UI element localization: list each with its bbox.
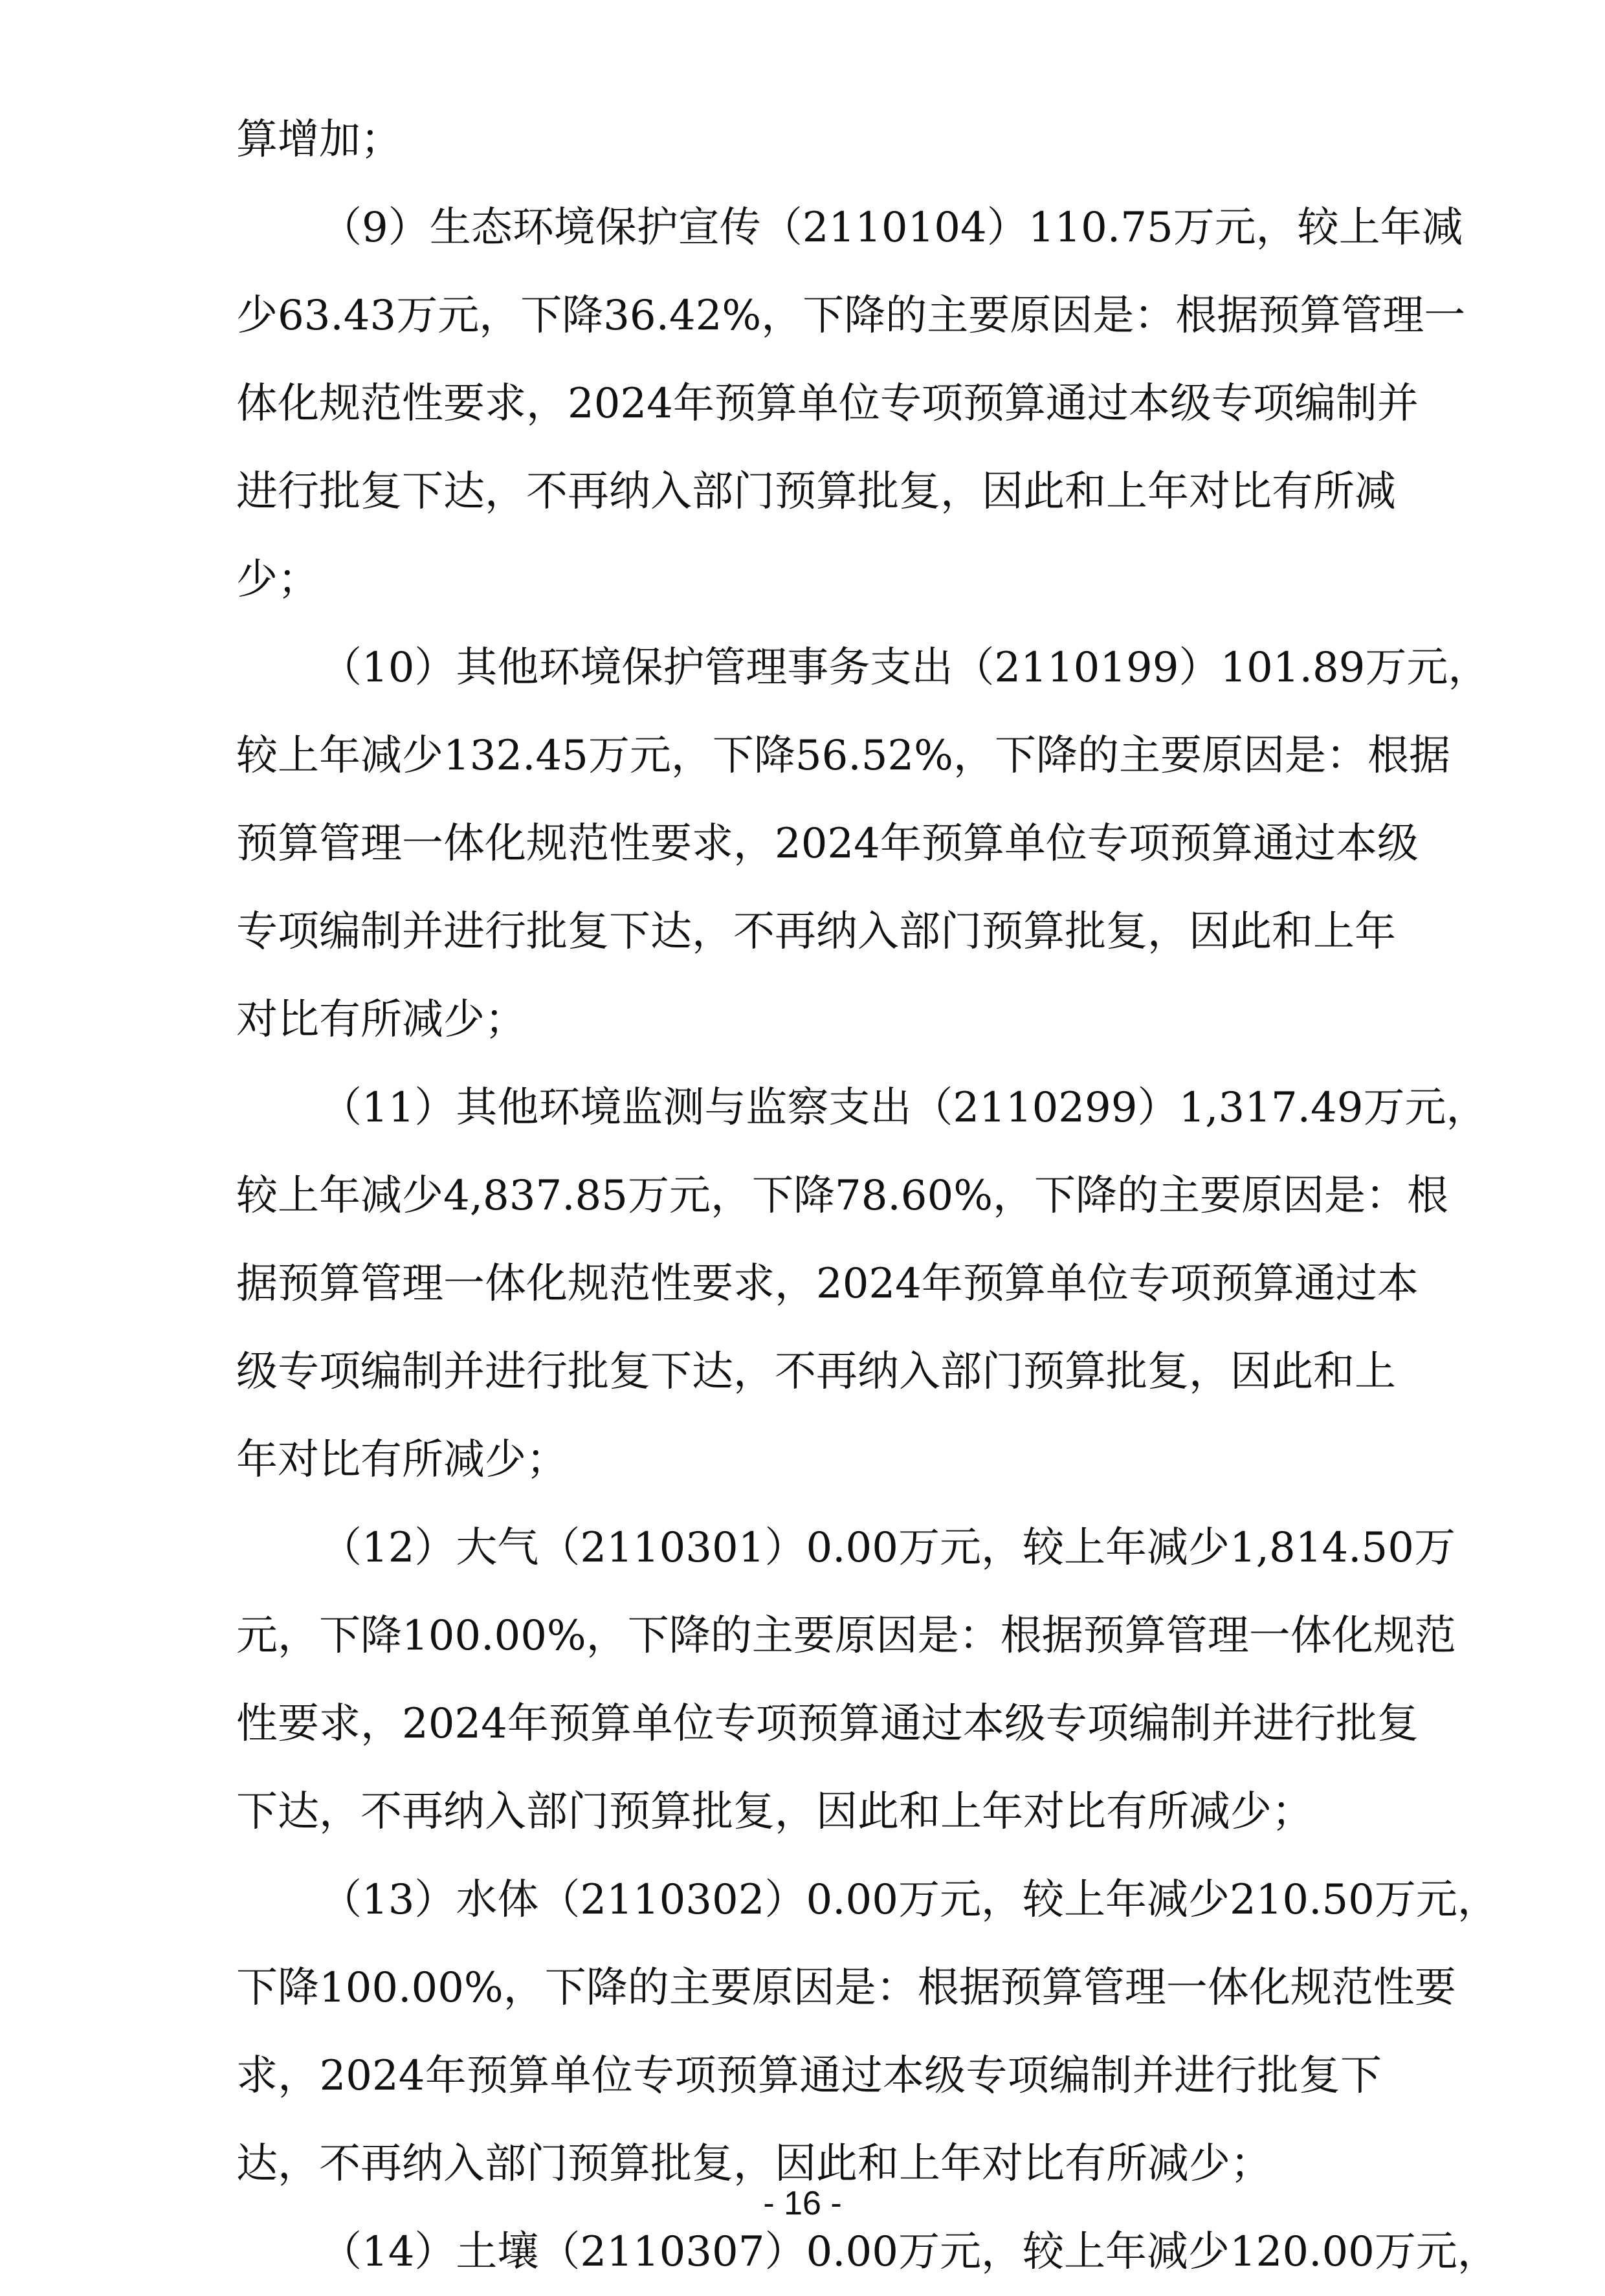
text-line: 较上年减少4,837.85万元，下降78.60%，下降的主要原因是：根 bbox=[236, 1172, 1449, 1220]
text-line: 较上年减少132.45万元，下降56.52%，下降的主要原因是：根据 bbox=[236, 732, 1450, 780]
text-line: 对比有所减少； bbox=[236, 996, 526, 1044]
text-line: 体化规范性要求，2024年预算单位专项预算通过本级专项编制并 bbox=[236, 380, 1419, 428]
page-number: - 16 - bbox=[763, 2185, 842, 2222]
text-line: 求，2024年预算单位专项预算通过本级专项编制并进行批复下 bbox=[236, 2052, 1382, 2100]
text-line: （9）生态环境保护宣传（2110104）110.75万元，较上年减 bbox=[320, 204, 1463, 252]
body-text bbox=[236, 96, 1499, 2296]
text-line: 专项编制并进行批复下达，不再纳入部门预算批复，因此和上年 bbox=[236, 908, 1396, 956]
text-line: 级专项编制并进行批复下达，不再纳入部门预算批复，因此和上 bbox=[236, 1348, 1396, 1396]
text-line: 下达，不再纳入部门预算批复，因此和上年对比有所减少； bbox=[236, 1788, 1313, 1836]
text-line: （10）其他环境保护管理事务支出（2110199）101.89万元， bbox=[320, 644, 1490, 692]
text-line: （11）其他环境监测与监察支出（2110299）1,317.49万元， bbox=[320, 1084, 1488, 1132]
text-line: 预算管理一体化规范性要求，2024年预算单位专项预算通过本级 bbox=[236, 820, 1419, 868]
text-line: 进行批复下达，不再纳入部门预算批复，因此和上年对比有所减 bbox=[236, 468, 1396, 516]
text-line: 少； bbox=[236, 556, 319, 604]
text-line: 性要求，2024年预算单位专项预算通过本级专项编制并进行批复 bbox=[236, 1700, 1419, 1748]
text-line: 据预算管理一体化规范性要求，2024年预算单位专项预算通过本 bbox=[236, 1260, 1419, 1308]
text-line: 算增加； bbox=[236, 116, 402, 164]
text-line: 达，不再纳入部门预算批复，因此和上年对比有所减少； bbox=[236, 2140, 1272, 2188]
text-line: （12）大气（2110301）0.00万元，较上年减少1,814.50万 bbox=[320, 1524, 1456, 1572]
text-line: 少63.43万元，下降36.42%，下降的主要原因是：根据预算管理一 bbox=[236, 292, 1466, 340]
text-line: （14）土壤（2110307）0.00万元，较上年减少120.00万元， bbox=[320, 2228, 1499, 2276]
text-line: 年对比有所减少； bbox=[236, 1436, 568, 1484]
text-line: 下降100.00%，下降的主要原因是：根据预算管理一体化规范性要 bbox=[236, 1964, 1456, 2012]
text-line: （13）水体（2110302）0.00万元，较上年减少210.50万元， bbox=[320, 1876, 1499, 1924]
text-line: 元，下降100.00%，下降的主要原因是：根据预算管理一体化规范 bbox=[236, 1612, 1456, 1660]
